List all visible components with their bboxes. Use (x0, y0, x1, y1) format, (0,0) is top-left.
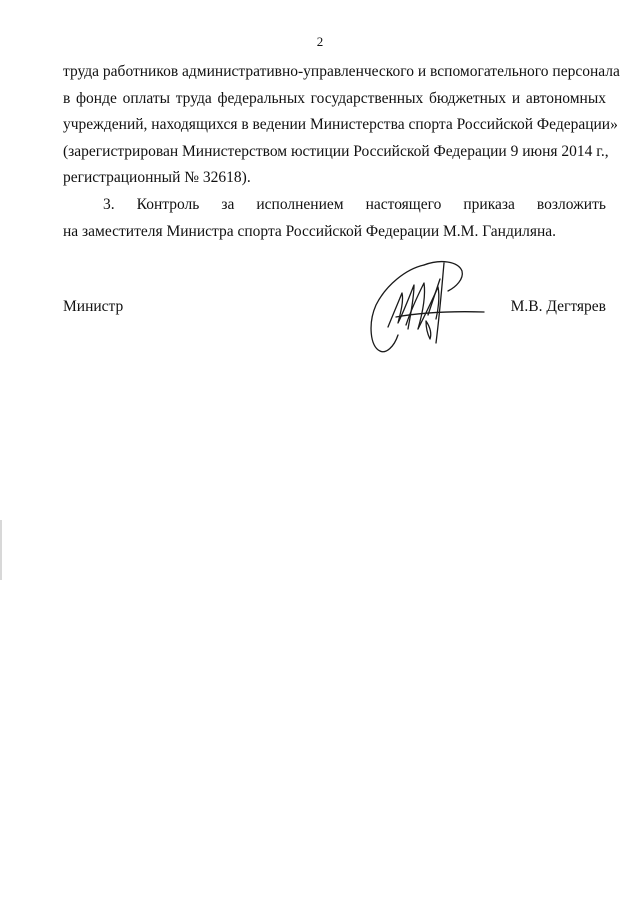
text-line: на заместителя Министра спорта Российской Федерации М.М. Гандиляна. (63, 222, 557, 240)
word: Контроль (136, 196, 200, 213)
item-first-line (63, 192, 606, 219)
text-line: учреждений, находящихся в ведении Министерства спорта Российской Федерации» (63, 116, 618, 133)
text-line: в фонде оплаты труда федеральных государственных бюджетных и автономных (63, 89, 606, 107)
text-line: регистрационный № 32618). (63, 169, 251, 186)
paragraph-continuation (63, 59, 620, 192)
page-number: 2 (316, 34, 324, 49)
paragraph-item-3 (63, 192, 606, 245)
word: возложить (536, 196, 606, 213)
handwritten-signature (366, 255, 491, 355)
word: настоящего (365, 196, 442, 213)
text-line: труда работников административно-управленческого и вспомогательного персонала (63, 63, 620, 80)
scan-edge-mark (0, 520, 2, 580)
word: исполнением (256, 196, 344, 213)
signatory-title: Министр (63, 298, 124, 315)
word: за (221, 196, 235, 213)
word: приказа (463, 196, 515, 213)
text-line: (зарегистрирован Министерством юстиции Российской Федерации 9 июня 2014 г., (63, 142, 609, 160)
item-number: 3. (103, 196, 115, 213)
signatory-name: М.В. Дегтярев (510, 298, 606, 315)
